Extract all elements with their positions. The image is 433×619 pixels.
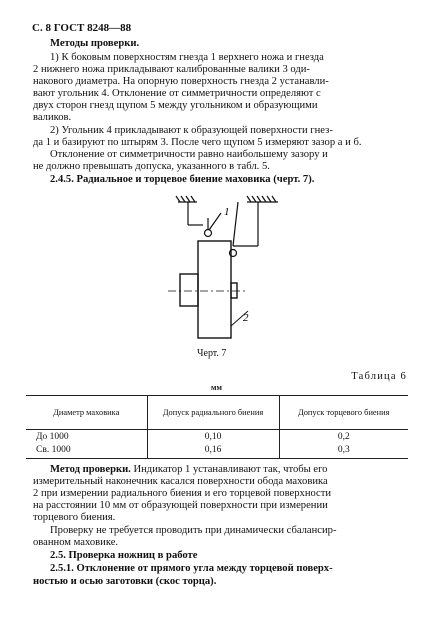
table-header-cell: Допуск радиального биения	[147, 395, 279, 430]
methods-line: не должно превышать допуска, указанного в табл. 5.	[33, 161, 270, 172]
figure-label-2: 2	[243, 312, 249, 324]
hatched-support	[176, 196, 278, 202]
table-header-row	[26, 395, 408, 430]
table-unit: мм	[211, 383, 222, 392]
method-check-line: торцевого биения.	[33, 512, 116, 523]
table-cell: Св. 1000	[26, 445, 147, 459]
method-check-lead: Метод проверки.	[50, 464, 131, 475]
page-header: С. 8 ГОСТ 8248—88	[32, 22, 132, 34]
method-check-line: 2 при измерении радиального биения и его торцевой поверхности	[33, 488, 332, 499]
section-2-5-1-line: ностью и осью заготовки (скос торца).	[33, 576, 217, 587]
table-6	[26, 395, 408, 459]
table-header-cell: Допуск торцевого биения	[279, 395, 408, 430]
methods-line: валиков.	[33, 112, 72, 123]
methods-line: да 1 и базируют по штырям 3. После чего щупом 5 измеряют зазор а и б.	[33, 137, 362, 148]
figure-label-1: 1	[224, 206, 230, 218]
table-cell: 0,16	[147, 445, 279, 459]
table-row	[26, 445, 408, 459]
table-header-cell: Диаметр маховика	[26, 395, 147, 430]
section-2-5-1-line: 2.5.1. Отклонение от прямого угла между торцевой поверх-	[50, 563, 333, 574]
methods-line: 2) Угольник 4 прикладывают к образующей поверхности гнез-	[50, 125, 333, 136]
methods-line: двух сторон гнезд щупом 5 между угольником и образующими	[33, 100, 318, 111]
methods-line: 2 нижнего ножа прикладывают калиброванные валики 3 оди-	[33, 64, 310, 75]
methods-line: вают угольник 4. Отклонение от симметричности определяют с	[33, 88, 321, 99]
method-check-text: Индикатор 1 устанавливают так, чтобы его	[133, 464, 328, 475]
method-check-line	[50, 464, 408, 476]
table-cell: 0,2	[279, 430, 408, 446]
section-2-4-5: 2.4.5. Радиальное и торцевое биение маховика (черт. 7).	[50, 174, 315, 185]
figure-caption: Черт. 7	[197, 348, 227, 359]
dynamic-note-line: Проверку не требуется проводить при динамически сбалансир-	[50, 525, 337, 536]
methods-line: 1) К боковым поверхностям гнезда 1 верхнего ножа и гнезда	[50, 52, 324, 63]
methods-line: накового диаметра. На опорную поверхность гнезда 2 устанавли-	[33, 76, 329, 87]
table-caption: Таблица 6	[351, 371, 407, 382]
table-row	[26, 430, 408, 446]
table-cell: До 1000	[36, 432, 69, 442]
table-cell: 0,3	[279, 445, 408, 459]
dynamic-note-line: ованном маховике.	[33, 537, 119, 548]
methods-line: Отклонение от симметричности равно наибольшему зазору и	[50, 149, 328, 160]
method-check-line: на расстоянии 10 мм от образующей поверхности при измерении	[33, 500, 328, 511]
methods-heading: Методы проверки.	[50, 38, 140, 49]
method-check-line: измерительный наконечник касался поверхности обода маховика	[33, 476, 328, 487]
table-cell: 0,10	[147, 430, 279, 446]
section-2-5: 2.5. Проверка ножниц в работе	[50, 550, 198, 561]
